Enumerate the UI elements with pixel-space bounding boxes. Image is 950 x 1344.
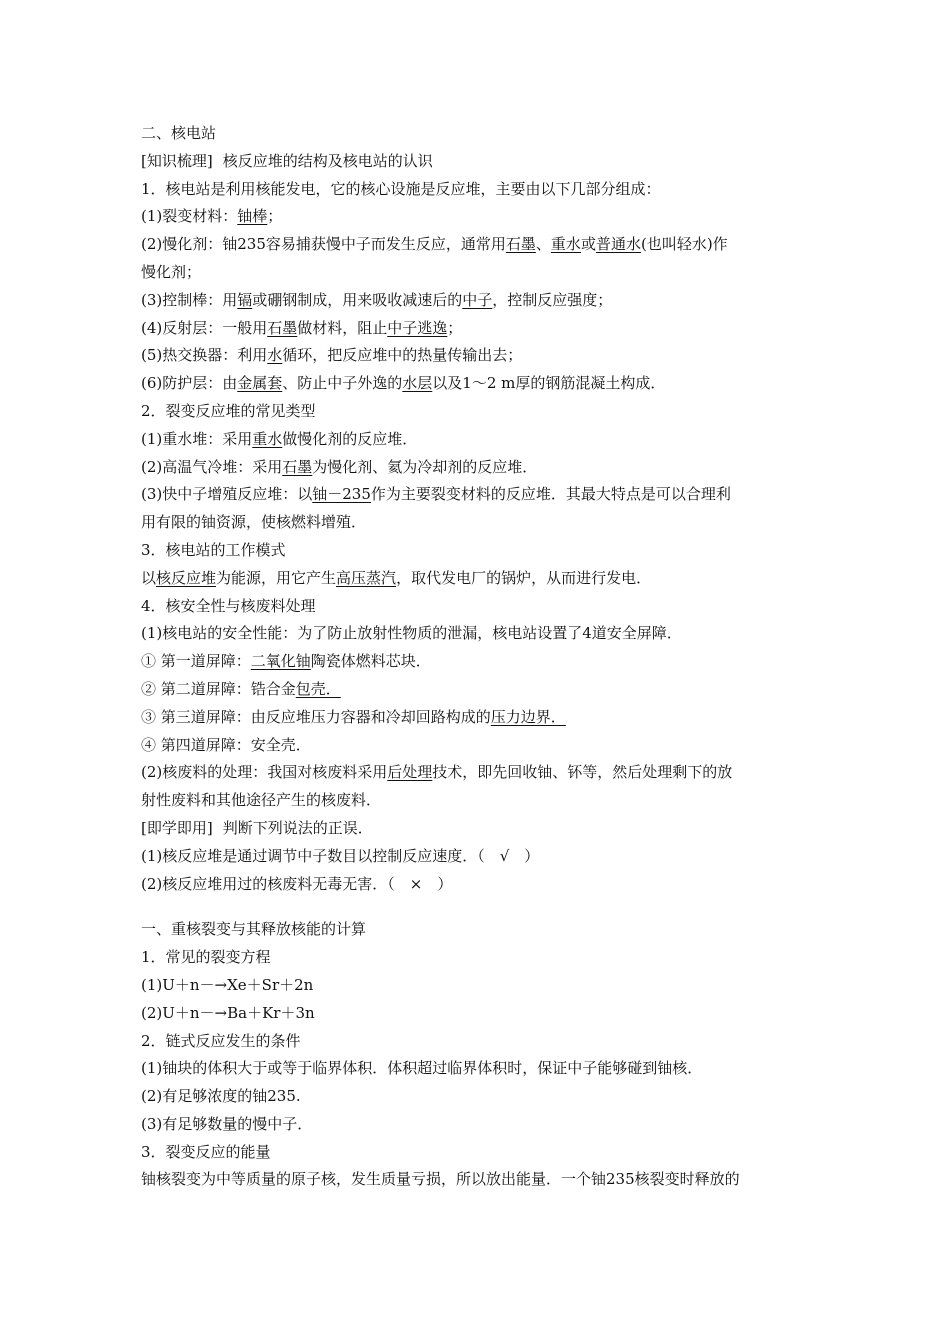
paragraph: 1．核电站是利用核能发电，它的核心设施是反应堆，主要由以下几部分组成：	[141, 179, 661, 198]
list-item: (3)有足够数量的慢中子．	[141, 1114, 313, 1133]
practice-heading	[141, 815, 813, 843]
list-item-continued: 慢化剂；	[141, 262, 202, 281]
list-item: (4)反射层：一般用石墨做材料，阻止中子逃逸；	[141, 318, 463, 337]
list-item: (5)热交换器：利用水循环，把反应堆中的热量传输出去；	[141, 346, 523, 365]
list-item: ② 第二道屏障：锆合金包壳．	[141, 679, 341, 698]
answer-blank: 中子逃逸	[387, 318, 448, 337]
answer-blank: 普通水	[595, 235, 641, 254]
list-item: ④ 第四道屏障：安全壳．	[141, 735, 311, 754]
answer-blank: 中子	[462, 290, 493, 309]
answer-blank: 铀－235	[312, 485, 371, 504]
judgement-item: (2)核反应堆用过的核废料无毒无害．（ × ）	[141, 874, 453, 893]
paragraph: 3．裂变反应的能量	[141, 1142, 271, 1161]
list-item: (1)重水堆：采用重水做慢化剂的反应堆．	[141, 429, 418, 448]
paragraph: 3．核电站的工作模式	[141, 540, 286, 559]
practice-title: 判断下列说法的正误．	[222, 818, 373, 837]
answer-blank: 包壳．	[295, 679, 341, 698]
list-item: (3)控制棒：用镉或硼钢制成，用来吸收减速后的中子，控制反应强度；	[141, 290, 613, 309]
answer-blank: 金属套	[237, 374, 283, 393]
answer-blank: 石墨	[267, 318, 298, 337]
paragraph: 以核反应堆为能源，用它产生高压蒸汽，取代发电厂的锅炉，从而进行发电．	[141, 568, 652, 587]
answer-blank: 二氧化铀	[250, 652, 311, 671]
list-item: ③ 第三道屏障：由反应堆压力容器和冷却回路构成的压力边界．	[141, 707, 566, 726]
equation: (2)U＋n－→Ba＋Kr＋3n	[141, 1003, 315, 1022]
paragraph: 2．链式反应发生的条件	[141, 1031, 301, 1050]
list-item: (1)裂变材料：铀棒；	[141, 207, 283, 226]
section-title: 二、核电站	[141, 124, 217, 142]
paragraph: 1．常见的裂变方程	[141, 948, 271, 967]
answer-blank: 重水	[550, 235, 581, 254]
paragraph: 铀核裂变为中等质量的原子核，发生质量亏损，所以放出能量．一个铀235核裂变时释放的	[141, 1170, 740, 1189]
list-item-continued: 射性废料和其他途径产生的核废料．	[141, 791, 382, 810]
list-item: (2)慢化剂：铀235容易捕获慢中子而发生反应，通常用石墨、重水或普通水(也叫轻水)作	[141, 235, 728, 254]
answer-blank: 重水	[252, 429, 283, 448]
knowledge-tag: [知识梳理]	[141, 151, 213, 170]
answer-blank: 镉	[237, 290, 253, 309]
list-item: (2)核废料的处理：我国对核废料采用后处理技术，即先回收铀、钚等，然后处理剩下的放	[141, 763, 733, 782]
list-item: (1)核电站的安全性能：为了防止放射性物质的泄漏，核电站设置了4道安全屏障．	[141, 624, 682, 643]
list-item: ① 第一道屏障：二氧化铀陶瓷体燃料芯块．	[141, 652, 431, 671]
answer-blank: 水	[267, 346, 283, 365]
paragraph: 2．裂变反应堆的常见类型	[141, 401, 316, 420]
list-item: (6)防护层：由金属套、防止中子外逸的水层以及1～2 m厚的钢筋混凝土构成．	[141, 374, 666, 393]
answer-blank: 核反应堆	[156, 568, 217, 587]
document-body	[141, 120, 813, 1194]
practice-tag: [即学即用]	[141, 818, 213, 837]
judgement-item: (1)核反应堆是通过调节中子数目以控制反应速度．（ √ ）	[141, 846, 540, 865]
equation: (1)U＋n－→Xe＋Sr＋2n	[141, 975, 314, 994]
list-item: (2)有足够浓度的铀235.	[141, 1087, 301, 1106]
answer-blank: 高压蒸汽	[336, 568, 397, 587]
list-item: (2)高温气冷堆：采用石墨为慢化剂、氦为冷却剂的反应堆．	[141, 457, 538, 476]
list-item: (3)快中子增殖反应堆：以铀－235作为主要裂变材料的反应堆．其最大特点是可以合理利	[141, 485, 731, 504]
section-title: 一、重核裂变与其释放核能的计算	[141, 920, 367, 939]
answer-blank: 石墨	[505, 235, 536, 254]
answer-blank: 铀棒	[237, 207, 268, 226]
knowledge-heading	[141, 148, 813, 176]
knowledge-title: 核反应堆的结构及核电站的认识	[222, 151, 433, 170]
answer-blank: 水层	[402, 374, 433, 393]
section-gap	[141, 898, 813, 916]
paragraph: 4．核安全性与核废料处理	[141, 596, 316, 615]
list-item: (1)铀块的体积大于或等于临界体积．体积超过临界体积时，保证中子能够碰到铀核．	[141, 1059, 703, 1078]
answer-blank: 后处理	[387, 763, 433, 782]
answer-blank: 石墨	[282, 457, 313, 476]
answer-blank: 压力边界．	[490, 707, 566, 726]
list-item-continued: 用有限的铀资源，使核燃料增殖．	[141, 513, 367, 532]
